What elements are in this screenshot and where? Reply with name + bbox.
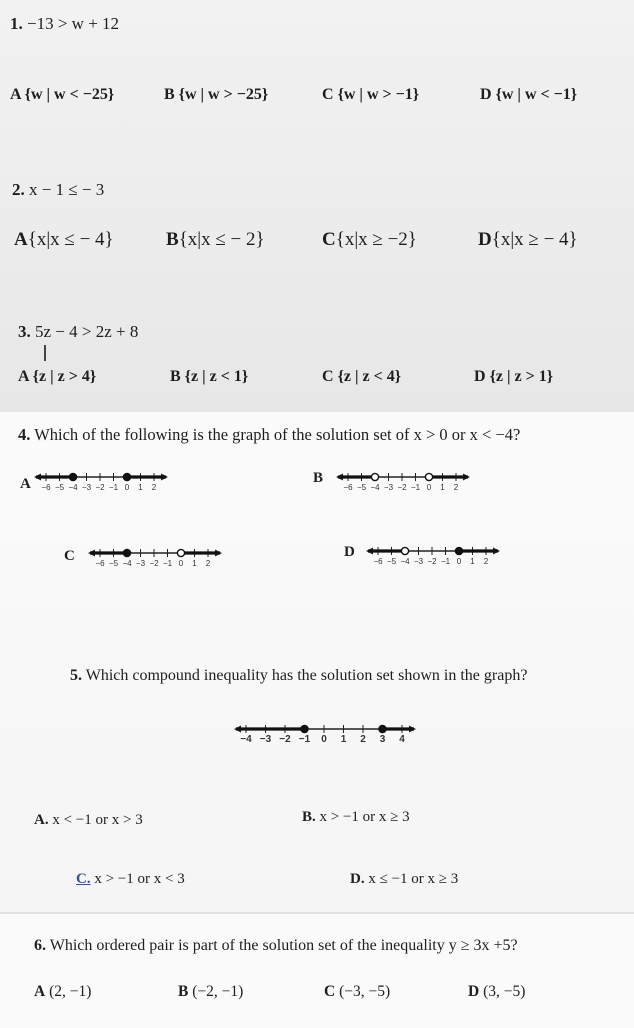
option-letter: B bbox=[170, 368, 181, 385]
tick-label: 3 bbox=[379, 734, 386, 745]
question-number: 3. bbox=[18, 322, 31, 341]
question-number: 5. bbox=[70, 667, 82, 684]
option-letter: D bbox=[480, 86, 492, 103]
option-text: x > −1 or x ≥ 3 bbox=[319, 809, 410, 825]
option-set: {z | z > 4} bbox=[32, 368, 97, 385]
q1-option-d[interactable] bbox=[480, 86, 577, 104]
tick-label: −4 bbox=[122, 559, 132, 568]
open-circle-icon bbox=[425, 473, 432, 480]
option-set: {w | w > −1} bbox=[337, 86, 420, 103]
tick-label: −4 bbox=[370, 483, 380, 492]
option-set: {w | w < −25} bbox=[24, 86, 115, 103]
q2-option-c[interactable] bbox=[322, 229, 417, 251]
option-text: x < −1 or x > 3 bbox=[52, 812, 143, 828]
question-number: 4. bbox=[18, 425, 31, 444]
option-letter: D bbox=[474, 368, 486, 385]
tick-label: −1 bbox=[108, 483, 119, 492]
question-number: 2. bbox=[12, 180, 25, 199]
tick-label: −2 bbox=[149, 559, 159, 568]
option-letter: D. bbox=[350, 871, 365, 887]
q1-option-c[interactable] bbox=[322, 86, 419, 104]
tick-label: −3 bbox=[383, 483, 394, 492]
option-pair: (3, −5) bbox=[483, 983, 526, 1000]
option-set: {x|x ≤ − 2} bbox=[178, 229, 265, 250]
tick-label: −1 bbox=[298, 734, 311, 745]
open-circle-icon bbox=[371, 473, 378, 480]
q6-option-d[interactable] bbox=[468, 983, 525, 1001]
tick-label: −6 bbox=[95, 559, 105, 568]
option-letter: C bbox=[322, 86, 334, 103]
tick-label: 1 bbox=[138, 483, 143, 492]
option-text: x > −1 or x < 3 bbox=[94, 871, 185, 887]
option-letter: C bbox=[324, 983, 336, 1000]
tick-label: −1 bbox=[410, 483, 421, 492]
closed-circle-icon bbox=[301, 725, 308, 732]
option-letter: C bbox=[322, 368, 334, 385]
tick-label: 2 bbox=[483, 557, 489, 566]
q3-option-d[interactable] bbox=[474, 368, 553, 386]
option-letter: A bbox=[18, 368, 29, 385]
tick-label: −2 bbox=[427, 557, 437, 566]
tick-label: −1 bbox=[440, 557, 451, 566]
closed-circle-icon bbox=[69, 473, 76, 480]
question-text: Which ordered pair is part of the solution set of the inequality y ≥ 3x +5? bbox=[49, 937, 518, 954]
option-letter: B bbox=[164, 86, 175, 103]
q5-option-a[interactable] bbox=[34, 812, 143, 829]
option-pair: (2, −1) bbox=[49, 983, 92, 1000]
tick-label: 2 bbox=[151, 483, 157, 492]
open-circle-icon bbox=[401, 547, 408, 554]
closed-circle-icon bbox=[123, 549, 130, 556]
option-letter: D bbox=[478, 229, 492, 250]
q2-option-d[interactable] bbox=[478, 229, 578, 251]
tick-label: 0 bbox=[426, 483, 432, 492]
tick-label: −6 bbox=[41, 483, 51, 492]
tick-label: −1 bbox=[162, 559, 173, 568]
option-letter: C. bbox=[76, 871, 91, 887]
q3-option-b[interactable] bbox=[170, 368, 248, 386]
tick-label: −6 bbox=[343, 483, 353, 492]
option-pair: (−3, −5) bbox=[339, 983, 391, 1000]
q4-option-c-number-line[interactable] bbox=[86, 542, 246, 574]
q3-option-c[interactable] bbox=[322, 368, 401, 386]
tick-label: −5 bbox=[108, 559, 119, 568]
q4-option-d-number-line[interactable] bbox=[364, 540, 524, 572]
option-text: x ≤ −1 or x ≥ 3 bbox=[368, 871, 459, 887]
question-5 bbox=[70, 667, 527, 685]
tick-label: −3 bbox=[259, 734, 272, 745]
question-inequality: −13 > w + 12 bbox=[27, 14, 120, 33]
tick-label: 0 bbox=[456, 557, 462, 566]
open-circle-icon bbox=[177, 549, 184, 556]
q4-option-a-letter[interactable]: A bbox=[20, 476, 31, 492]
q4-option-b-number-line[interactable] bbox=[334, 466, 494, 498]
q6-option-c[interactable] bbox=[324, 983, 390, 1001]
text-cursor bbox=[44, 345, 46, 361]
q1-option-b[interactable] bbox=[164, 86, 268, 104]
option-set: {x|x ≤ − 4} bbox=[27, 229, 114, 250]
option-set: {z | z < 4} bbox=[337, 368, 402, 385]
tick-label: −5 bbox=[356, 483, 367, 492]
option-set: {z | z > 1} bbox=[489, 368, 554, 385]
question-2 bbox=[12, 180, 104, 200]
tick-label: 2 bbox=[453, 483, 459, 492]
closed-circle-icon bbox=[455, 547, 462, 554]
q6-option-a[interactable] bbox=[34, 983, 91, 1001]
tick-label: −2 bbox=[279, 734, 291, 745]
q4-option-d-letter[interactable]: D bbox=[344, 544, 355, 560]
question-inequality: 5z − 4 > 2z + 8 bbox=[35, 322, 139, 341]
q5-option-d[interactable] bbox=[350, 871, 458, 888]
option-letter: A bbox=[10, 86, 21, 103]
q4-option-b-letter[interactable]: B bbox=[313, 470, 324, 486]
closed-circle-icon bbox=[379, 725, 386, 732]
q6-option-b[interactable] bbox=[178, 983, 243, 1001]
tick-label: −3 bbox=[81, 483, 92, 492]
tick-label: −2 bbox=[95, 483, 105, 492]
q5-number-line bbox=[230, 716, 430, 756]
option-letter: B bbox=[166, 229, 179, 250]
q4-option-a-number-line[interactable] bbox=[32, 466, 192, 498]
tick-label: 2 bbox=[205, 559, 211, 568]
tick-label: −4 bbox=[400, 557, 410, 566]
question-6 bbox=[34, 937, 518, 955]
tick-label: −3 bbox=[135, 559, 146, 568]
option-letter: C bbox=[322, 229, 336, 250]
tick-label: 1 bbox=[192, 559, 197, 568]
option-letter: A bbox=[14, 229, 28, 250]
q4-option-c-letter[interactable]: C bbox=[64, 548, 75, 564]
question-number: 6. bbox=[34, 937, 46, 954]
tick-label: 1 bbox=[470, 557, 475, 566]
q5-option-b[interactable] bbox=[302, 809, 410, 826]
option-set: {x|x ≥ −2} bbox=[335, 229, 417, 250]
question-inequality: x − 1 ≤ − 3 bbox=[29, 180, 105, 199]
tick-label: 1 bbox=[440, 483, 445, 492]
option-set: {w | w < −1} bbox=[495, 86, 578, 103]
question-4 bbox=[18, 425, 520, 445]
question-1 bbox=[10, 14, 119, 34]
tick-label: −5 bbox=[54, 483, 65, 492]
tick-label: 4 bbox=[399, 734, 405, 745]
photo-section-3 bbox=[0, 912, 634, 1028]
tick-label: 0 bbox=[321, 734, 327, 745]
question-3 bbox=[18, 322, 138, 342]
q3-option-a[interactable] bbox=[18, 368, 96, 386]
q1-option-a[interactable] bbox=[10, 86, 114, 104]
q2-option-b[interactable] bbox=[166, 229, 265, 251]
option-pair: (−2, −1) bbox=[192, 983, 244, 1000]
tick-label: −3 bbox=[413, 557, 424, 566]
option-letter: A. bbox=[34, 812, 49, 828]
option-set: {w | w > −25} bbox=[178, 86, 269, 103]
tick-label: 0 bbox=[178, 559, 184, 568]
tick-label: 2 bbox=[360, 734, 366, 745]
tick-label: −4 bbox=[240, 734, 252, 745]
option-letter: B bbox=[178, 983, 189, 1000]
question-number: 1. bbox=[10, 14, 23, 33]
question-text: Which of the following is the graph of the solution set of x > 0 or x < −4? bbox=[34, 425, 521, 444]
option-letter: B. bbox=[302, 809, 316, 825]
tick-label: −2 bbox=[397, 483, 407, 492]
option-set: {z | z < 1} bbox=[184, 368, 249, 385]
tick-label: −6 bbox=[373, 557, 383, 566]
photo-section-1 bbox=[0, 0, 634, 412]
option-letter: A bbox=[34, 983, 46, 1000]
tick-label: −5 bbox=[386, 557, 397, 566]
tick-label: 1 bbox=[340, 734, 347, 745]
tick-label: 0 bbox=[124, 483, 130, 492]
closed-circle-icon bbox=[123, 473, 130, 480]
q2-option-a[interactable] bbox=[14, 229, 114, 251]
option-letter: D bbox=[468, 983, 480, 1000]
question-text: Which compound inequality has the solution set shown in the graph? bbox=[85, 667, 528, 684]
tick-label: −4 bbox=[68, 483, 78, 492]
q5-option-c[interactable] bbox=[76, 871, 185, 888]
option-set: {x|x ≥ − 4} bbox=[491, 229, 578, 250]
